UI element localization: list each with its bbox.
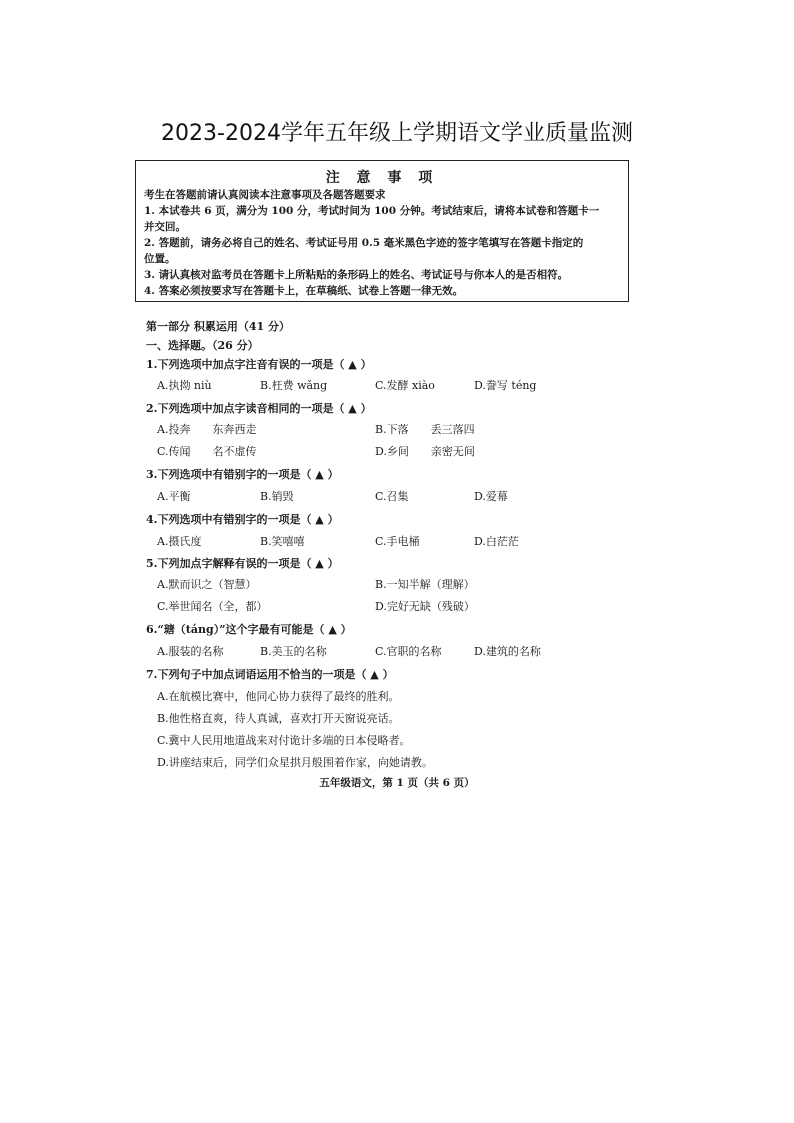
part-heading: 第一部分 积累运用（41 分）	[146, 320, 290, 333]
option: B.销毁	[260, 490, 294, 503]
option: D.建筑的名称	[474, 645, 541, 658]
option: B.他性格直爽，待人真诚，喜欢打开天窗说亮话。	[157, 712, 400, 725]
option: A.投奔 东奔西走	[157, 423, 257, 436]
notice-heading: 注 意 事 项	[325, 170, 439, 186]
option: A.平衡	[157, 490, 191, 503]
option: B.一知半解（理解）	[375, 578, 475, 591]
option: D.白茫茫	[474, 535, 519, 548]
section-heading: 一、选择题。（26 分）	[146, 339, 259, 352]
option: C.举世闻名（全，都）	[157, 600, 268, 613]
notice-intro: 考生在答题前请认真阅读本注意事项及各题答题要求	[144, 189, 386, 201]
question-stem: 2.下列选项中加点字读音相同的一项是（ ▲ ）	[146, 402, 372, 415]
option: B.下落 丢三落四	[375, 423, 475, 436]
option: D.爱幕	[474, 490, 508, 503]
option: C.官职的名称	[375, 645, 442, 658]
question-stem: 6.“瑭（táng）”这个字最有可能是（ ▲ ）	[146, 623, 352, 636]
notice-box	[135, 160, 629, 302]
notice-item: 3. 请认真核对监考员在答题卡上所粘贴的条形码上的姓名、考试证号与你本人的是否相符。	[144, 269, 569, 281]
option: C.召集	[375, 490, 409, 503]
option: C.冀中人民用地道战来对付诡计多端的日本侵略者。	[157, 734, 411, 747]
option: D.誊写 téng	[474, 379, 537, 392]
notice-item: 4. 答案必须按要求写在答题卡上，在草稿纸、试卷上答题一律无效。	[144, 285, 464, 297]
question-stem: 3.下列选项中有错别字的一项是（ ▲ ）	[146, 468, 339, 481]
option: B.枉费 wǎng	[260, 379, 328, 392]
question-stem: 4.下列选项中有错别字的一项是（ ▲ ）	[146, 513, 339, 526]
option: B.美玉的名称	[260, 645, 327, 658]
option: B.笑嘻嘻	[260, 535, 305, 548]
option: C.发酵 xiào	[375, 379, 435, 392]
option: C.手电桶	[375, 535, 420, 548]
option: D.完好无缺（残破）	[375, 600, 475, 613]
option: A.默而识之（智慧）	[157, 578, 257, 591]
question-stem: 7.下列句子中加点词语运用不恰当的一项是（ ▲ ）	[146, 668, 394, 681]
notice-item: 2. 答题前，请务必将自己的姓名、考试证号用 0.5 毫米黑色字迹的签字笔填写在答题卡指定的	[144, 237, 584, 249]
page-title: 2023-2024学年五年级上学期语文学业质量监测	[161, 121, 633, 146]
option: D.乡间 亲密无间	[375, 445, 475, 458]
notice-item: 1. 本试卷共 6 页，满分为 100 分，考试时间为 100 分钟。考试结束后，请将本试卷和答题卡一	[144, 205, 600, 217]
notice-item: 并交回。	[144, 221, 186, 233]
option: A.服装的名称	[157, 645, 224, 658]
notice-item: 位置。	[144, 253, 176, 265]
option: C.传闻 名不虚传	[157, 445, 257, 458]
option: A.在航模比赛中，他同心协力获得了最终的胜利。	[157, 690, 400, 703]
option: A.执拗 niù	[157, 379, 212, 392]
option: A.摄氏度	[157, 535, 202, 548]
question-stem: 5.下列加点字解释有误的一项是（ ▲ ）	[146, 557, 339, 570]
option: D.讲座结束后，同学们众星拱月般围着作家，向她请教。	[157, 756, 433, 769]
page-footer: 五年级语文，第 1 页（共 6 页）	[319, 777, 475, 789]
question-stem: 1.下列选项中加点字注音有误的一项是（ ▲ ）	[146, 358, 372, 371]
